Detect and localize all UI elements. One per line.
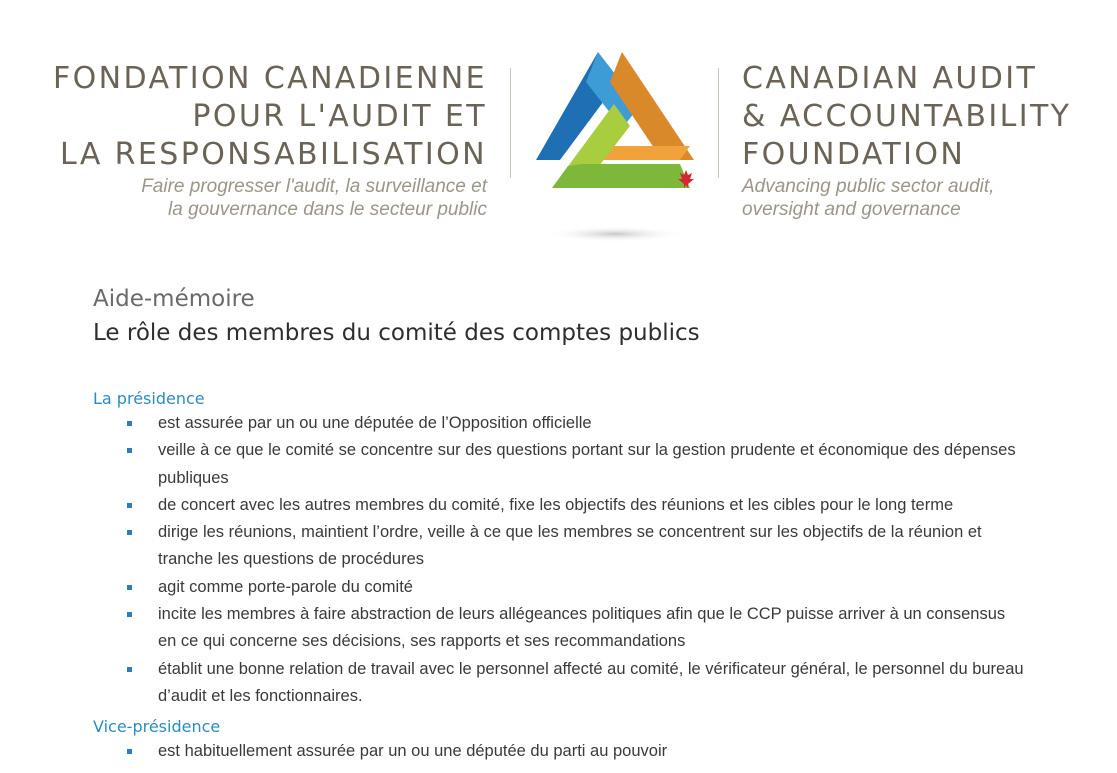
list-item-text: dirige les réunions, maintient l’ordre, veille à ce que les membres se concentrent sur les objectifs de la réunion et tranche les questions de procédures <box>158 523 982 569</box>
french-tagline-line-1: Faire progresser l'audit, la surveillance et <box>141 176 487 197</box>
english-org-name-line-1: CANADIAN AUDIT <box>742 61 1038 96</box>
list-item <box>93 437 1028 492</box>
logo-shadow <box>545 226 685 242</box>
presidence-list <box>93 410 1073 710</box>
bullet-icon <box>127 448 132 453</box>
bullet-icon <box>127 503 132 508</box>
bullet-icon <box>127 749 132 754</box>
foundation-logo <box>530 48 700 248</box>
list-item <box>93 601 1028 656</box>
triangle-logo-icon <box>530 48 700 248</box>
letterhead <box>0 0 1117 250</box>
list-item-text: de concert avec les autres membres du comité, fixe les objectifs des réunions et les cibles pour le long terme <box>158 495 954 514</box>
english-org-name-line-3: FOUNDATION <box>742 137 966 172</box>
french-org-name-line-3: LA RESPONSABILISATION <box>60 137 487 172</box>
french-org-block <box>0 60 487 220</box>
french-org-name-line-1: FONDATION CANADIENNE <box>52 61 487 96</box>
bullet-icon <box>127 421 132 426</box>
list-item <box>93 656 1028 711</box>
bullet-icon <box>127 667 132 672</box>
bullet-icon <box>127 530 132 535</box>
english-org-block <box>742 60 1112 220</box>
header-divider-right <box>718 68 719 178</box>
list-item-text: agit comme porte-parole du comité <box>158 577 413 596</box>
document-kicker: Aide-mémoire <box>93 286 255 312</box>
list-item-text: incite les membres à faire abstraction de leurs allégeances politiques afin que le CCP puisse arriver à un consensus en ce qui concerne ses décisions, ses rapports et ses recommandations <box>158 605 1006 651</box>
logo-green-arm <box>552 164 690 188</box>
english-tagline-line-1: Advancing public sector audit, <box>742 176 995 197</box>
english-org-name-line-2: & ACCOUNTABILITY <box>742 99 1072 134</box>
vice-presidence-list <box>93 738 1073 765</box>
english-tagline-line-2: oversight and governance <box>742 199 961 220</box>
list-item-text: est assurée par un ou une députée de l’Opposition officielle <box>158 414 592 432</box>
list-item-text: veille à ce que le comité se concentre sur des questions portant sur la gestion prudente et économique des dépenses publiques <box>158 441 1016 487</box>
list-item <box>93 574 1028 601</box>
french-tagline-line-2: la gouvernance dans le secteur public <box>168 199 487 220</box>
document-title: Le rôle des membres du comité des comptes publics <box>93 320 700 346</box>
bullet-icon <box>127 585 132 590</box>
list-item <box>93 738 1028 765</box>
section-heading-presidence: La présidence <box>93 389 205 408</box>
list-item <box>93 519 1028 574</box>
french-org-name-line-2: POUR L'AUDIT ET <box>192 99 487 134</box>
list-item-text: est habituellement assurée par un ou une députée du parti au pouvoir <box>158 742 668 761</box>
list-item <box>93 410 1028 437</box>
document-body <box>93 282 1073 766</box>
bullet-icon <box>127 612 132 617</box>
header-divider-left <box>510 68 511 178</box>
list-item <box>93 492 1028 519</box>
section-heading-vice-presidence: Vice-présidence <box>93 717 221 737</box>
list-item-text: établit une bonne relation de travail avec le personnel affecté au comité, le vérificateur général, le personnel du bureau d’audit et les fonctionnaires. <box>158 659 1024 705</box>
